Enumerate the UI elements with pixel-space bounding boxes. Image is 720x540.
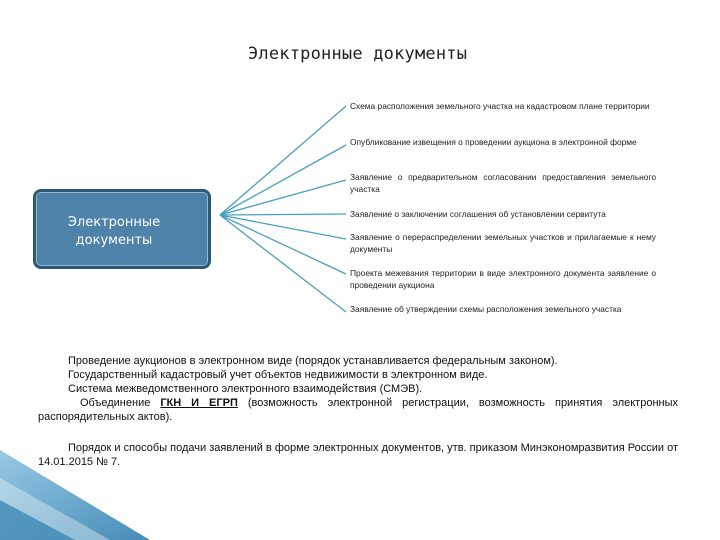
paragraph-order: Порядок и способы подачи заявлений в форме электронных документов, утв. приказом Минэкономразвития России от 14.01.2015 № 7. [38,442,678,468]
page-title: Электронные документы [248,44,468,64]
paragraph-merge [38,396,678,424]
connector-6 [220,215,346,274]
connector-1 [220,106,346,215]
corner-accent-graphic [0,450,150,540]
connector-4 [220,214,346,215]
connector-5 [220,215,346,239]
list-item-3: Заявление о предварительном согласовании предоставления земельного участка [350,172,656,194]
merge-suffix: (возможность электронной регистрации, возможность принятия электронных распорядительных актов). [38,397,679,423]
paragraph-auctions: Проведение аукционов в электронном виде (порядок устанавливается федеральным законом). [68,355,558,367]
list-item-7: Заявление об утверждении схемы расположения земельного участка [350,304,622,314]
gkn-egrp-link[interactable]: ГКН И ЕГРП [160,397,238,409]
list-item-6: Проекта межевания территории в виде электронного документа заявление о проведении аукциона [350,268,656,290]
list-item-5: Заявление о перераспределении земельных участков и прилагаемые к нему документы [350,232,656,254]
list-item-1: Схема расположения земельного участка на кадастровом плане территории [350,101,650,111]
connector-2 [220,145,346,215]
hub-label: Электронные документы [67,215,161,248]
connector-3 [220,180,346,215]
list-item-4: Заявление о заключении соглашения об установлении сервитута [350,209,606,219]
connector-7 [220,215,346,312]
paragraph-cadastre: Государственный кадастровый учет объектов недвижимости в электронном виде. [68,369,488,381]
list-item-2: Опубликование извещения о проведении аукциона в электронной форме [350,137,637,147]
merge-prefix: Объединение [80,397,161,409]
paragraph-smev: Система межведомственного электронного взаимодействия (СМЭВ). [68,383,423,395]
